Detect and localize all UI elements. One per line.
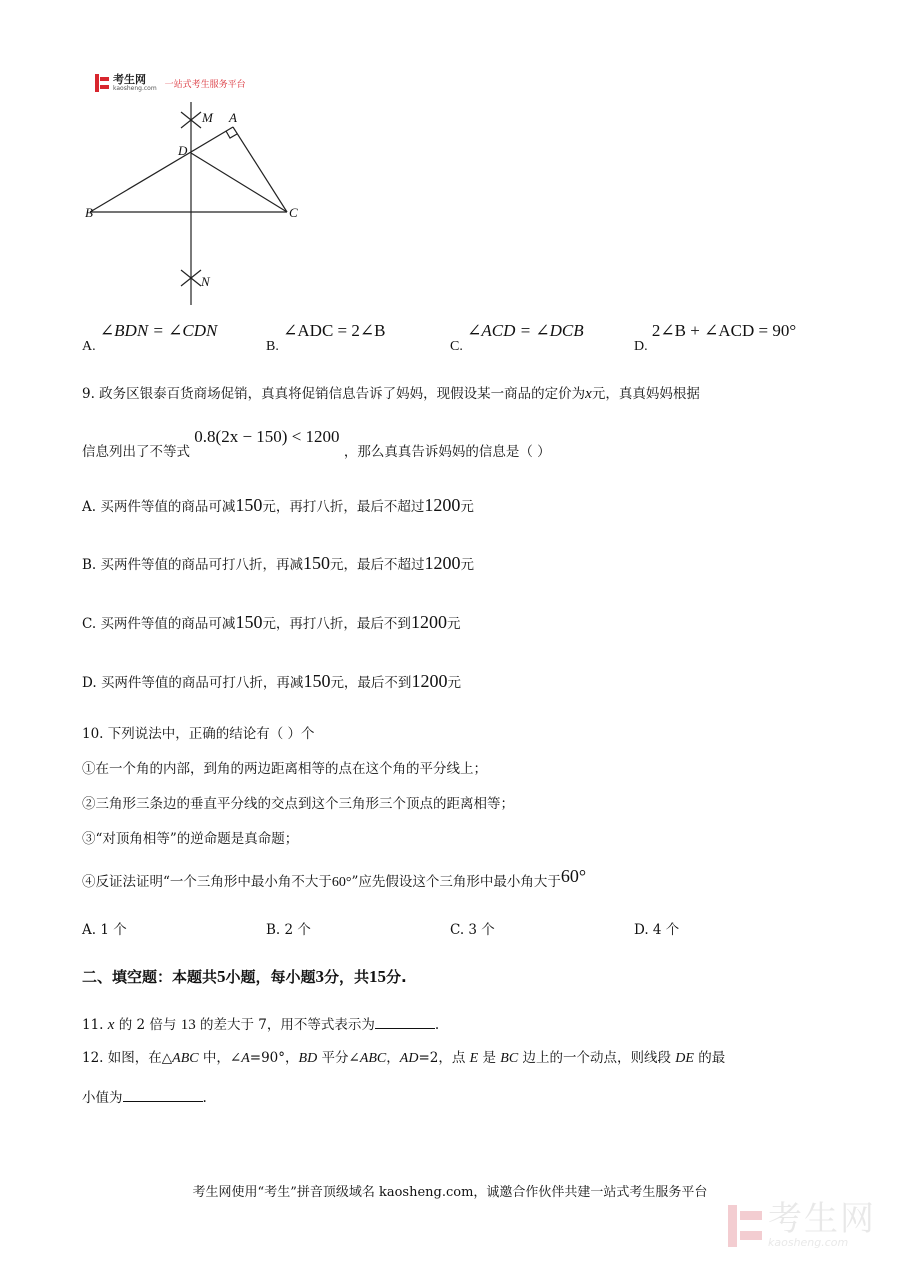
q8-option-d: D. 2∠B + ∠ACD = 90° xyxy=(634,321,797,354)
q9-stem-line1: 9. 政务区银泰百货商场促销，真真将促销信息告诉了妈妈，现假设某一商品的定价为x元，真真妈妈根据 xyxy=(82,386,700,402)
q9-option-c: C. 买两件等值的商品可减150元，再打八折，最后不到1200元 xyxy=(82,612,461,632)
segment-ba xyxy=(90,127,233,212)
q9-stem-line2: 信息列出了不等式 0.8(2x − 150) < 1200 ，那么真真告诉妈妈的信息是（ ） xyxy=(82,427,551,460)
q10-item-1: ①在一个角的内部，到角的两边距离相等的点在这个角的平分线上； xyxy=(82,761,487,777)
q10-stem: 10. 下列说法中，正确的结论有（ ）个 xyxy=(82,726,315,742)
logo-slogan: 一站式考生服务平台 xyxy=(164,79,246,90)
logo-mark-icon xyxy=(95,74,109,92)
q10-option-c: C. 3 个 xyxy=(450,922,495,938)
q10-item-4: ④反证法证明“一个三角形中最小角不大于60°”应先假设这个三角形中最小角大于60° xyxy=(82,866,587,890)
label-b: B xyxy=(85,205,93,220)
header-logo xyxy=(95,72,246,94)
q10-item-3: ③“对顶角相等”的逆命题是真命题； xyxy=(82,831,299,847)
q11: 11. x 的 2 倍与 13 的差大于 7，用不等式表示为 . xyxy=(82,1017,440,1033)
label-d: D xyxy=(178,143,188,158)
watermark-domain: kaosheng.com xyxy=(768,1236,849,1249)
q12-line1: 12. 如图，在△ABC 中，∠A=90°，BD 平分∠ABC，AD=2，点 E 是 BC 边上的一个动点，则线段 DE 的最 xyxy=(82,1050,726,1066)
logo-domain: kaosheng.com xyxy=(113,84,157,92)
geometry-figure xyxy=(80,100,320,310)
q10-option-a: A. 1 个 xyxy=(82,922,127,938)
q8-option-c: C. ∠ACD = ∠DCB xyxy=(450,321,584,354)
logo-name: 考生网 xyxy=(113,72,146,86)
watermark-text: 考生网 xyxy=(768,1199,876,1239)
label-c: C xyxy=(289,205,298,220)
segment-ac xyxy=(233,127,287,212)
right-angle-mark xyxy=(226,131,237,138)
q12-answer-blank[interactable] xyxy=(123,1089,203,1102)
q12-line2: 小值为 . xyxy=(82,1090,207,1106)
watermark-logo-icon xyxy=(728,1205,762,1247)
q9-option-a: A. 买两件等值的商品可减150元，再打八折，最后不超过1200元 xyxy=(82,495,474,515)
watermark xyxy=(728,1199,876,1249)
q10-option-d: D. 4 个 xyxy=(634,922,680,938)
q8-option-b: B. ∠ADC = 2∠B xyxy=(266,321,386,354)
label-a: A xyxy=(229,110,237,125)
q10-item-2: ②三角形三条边的垂直平分线的交点到这个三角形三个顶点的距离相等； xyxy=(82,796,514,812)
label-m: M xyxy=(202,110,213,125)
section-fill-in-title: 二、填空题：本题共5小题，每小题3分，共15分. xyxy=(82,967,407,986)
page-footer: 考生网使用“考生”拼音顶级域名 kaosheng.com，诚邀合作伙伴共建一站式考生服务平台 xyxy=(192,1185,708,1200)
label-n: N xyxy=(201,274,210,289)
q9-option-b: B. 买两件等值的商品可打八折，再减150元，最后不超过1200元 xyxy=(82,553,475,573)
q11-answer-blank[interactable] xyxy=(375,1016,435,1029)
q8-option-a: A. ∠BDN = ∠CDN xyxy=(82,321,218,354)
q9-inequality: 0.8(2x − 150) < 1200 xyxy=(194,427,340,446)
q9-option-d: D. 买两件等值的商品可打八折，再减150元，最后不到1200元 xyxy=(82,671,461,691)
segment-dc xyxy=(191,153,287,212)
q10-option-b: B. 2 个 xyxy=(266,922,311,938)
